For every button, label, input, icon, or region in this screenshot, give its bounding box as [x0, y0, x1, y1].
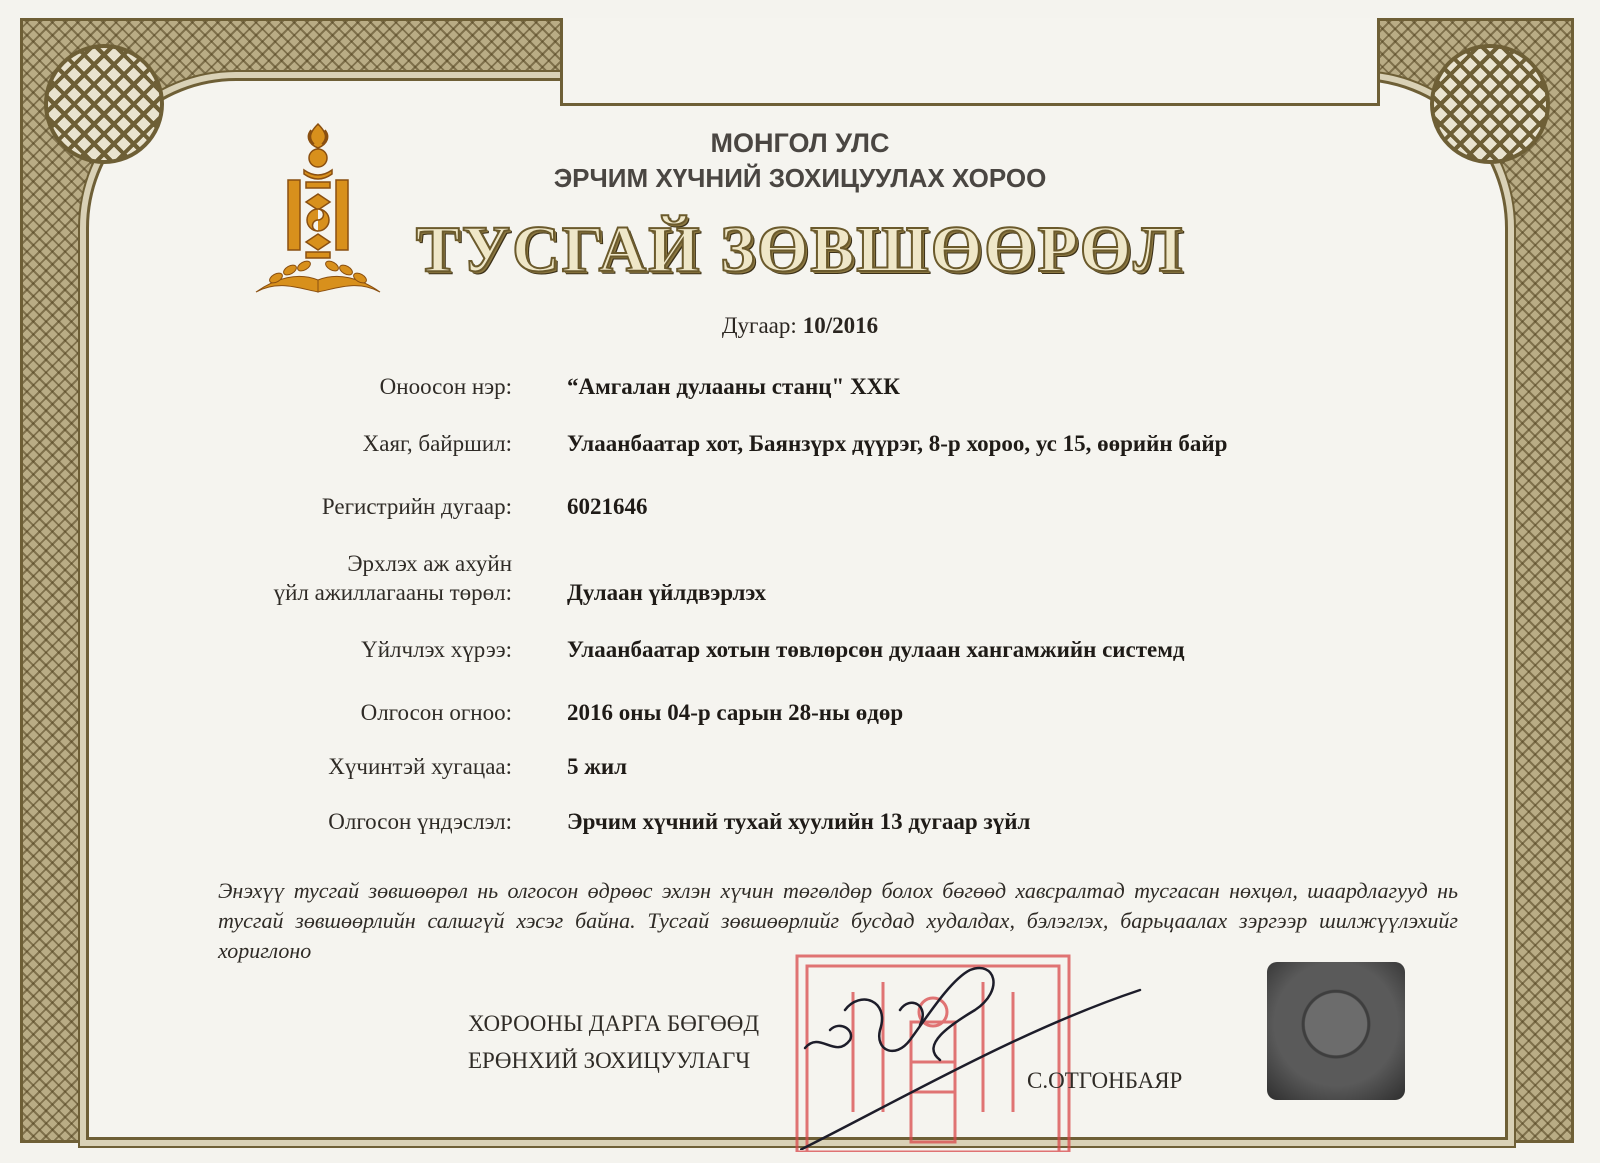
field-value: Улаанбаатар хотын төвлөрсөн дулаан хангамжийн системд [567, 637, 1185, 662]
country-heading: МОНГОЛ УЛС [710, 128, 890, 158]
field-label: Олгосон үндэслэл: [328, 809, 512, 834]
field-label: Оноосон нэр: [379, 374, 512, 399]
document-number [0, 313, 1600, 339]
signatory-name: С.ОТГОНБАЯР [1027, 1068, 1183, 1093]
legal-notice: Энэхүү тусгай зөвшөөрөл нь олгосон өдрөөс эхлэн хүчин төгөлдөр болох бөгөөд хавсралтад тусгасан нөхцөл, шаардлагууд нь тусгай зөвшөөрлийн салшгүй хэсэг байна. Тусгай зөвшөөрлийг бусдад худалдах, бэлэглэх, барьцаалах зэргээр шилжүүлэхийг хориглоно [218, 878, 1458, 963]
agency-heading: ЭРЧИМ ХҮЧНИЙ ЗОХИЦУУЛАХ ХОРОО [553, 163, 1047, 193]
field-label: Үйлчлэх хүрээ: [361, 637, 512, 662]
field-label: Регистрийн дугаар: [321, 494, 512, 519]
field-label: Хүчинтэй хугацаа: [328, 754, 512, 779]
field-value: Улаанбаатар хот, Баянзүрх дүүрэг, 8-р хороо, ус 15, өөрийн байр [567, 431, 1228, 456]
field-label: үйл ажиллагааны төрөл: [273, 580, 512, 605]
field-value: Дулаан үйлдвэрлэх [567, 580, 766, 605]
signature [800, 950, 1160, 1150]
signatory-title-line2: ЕРӨНХИЙ ЗОХИЦУУЛАГЧ [468, 1048, 751, 1073]
field-label: Олгосон огноо: [360, 700, 512, 725]
field-value: “Амгалан дулааны станц" ХХК [567, 374, 900, 399]
field-label: Эрхлэх аж ахуйн [347, 551, 512, 576]
field-value: 6021646 [567, 494, 648, 519]
document-number-label: Дугаар: [721, 313, 797, 338]
hologram-seal [1267, 962, 1405, 1100]
field-value: 2016 оны 04-р сарын 28-ны өдөр [567, 700, 904, 725]
field-value: 5 жил [567, 754, 628, 779]
field-label: Хаяг, байршил: [362, 431, 512, 456]
signatory-title-line1: ХОРООНЫ ДАРГА БӨГӨӨД [468, 1011, 760, 1036]
document-title: ТУСГАЙ ЗӨВШӨӨРӨЛ [415, 213, 1185, 286]
document-number-value: 10/2016 [802, 313, 879, 338]
field-value: Эрчим хүчний тухай хуулийн 13 дугаар зүйл [567, 809, 1031, 834]
